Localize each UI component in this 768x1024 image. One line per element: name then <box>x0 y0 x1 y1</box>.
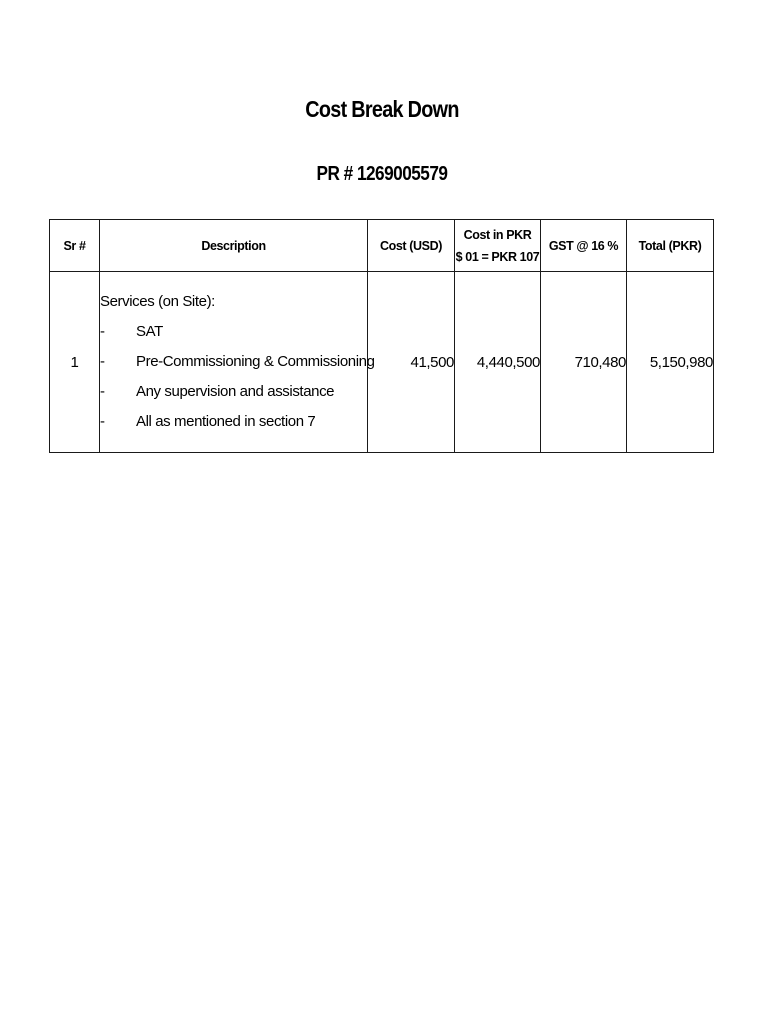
header-sr: Sr # <box>50 220 100 272</box>
header-cost-pkr-label: Cost in PKR <box>463 227 532 242</box>
cell-cost-pkr: 4,440,500 <box>455 272 541 453</box>
table-row <box>50 272 714 453</box>
description-heading: Services (on Site): <box>100 293 215 310</box>
list-item <box>100 377 367 407</box>
cell-description <box>100 272 375 453</box>
header-description: Description <box>100 220 368 272</box>
bullet-dash: - <box>100 323 105 340</box>
list-item <box>100 347 375 377</box>
cost-breakdown-table <box>49 219 714 453</box>
bullet-dash: - <box>100 353 105 370</box>
bullet-text: All as mentioned in section 7 <box>136 413 316 430</box>
document-title: Cost Break Down <box>305 96 459 122</box>
cell-gst: 710,480 <box>541 272 627 453</box>
header-cost-pkr <box>455 220 541 272</box>
cell-total: 5,150,980 <box>627 272 714 453</box>
header-gst: GST @ 16 % <box>541 220 627 272</box>
bullet-dash: - <box>100 413 105 430</box>
bullet-dash: - <box>100 383 105 400</box>
bullet-text: Any supervision and assistance <box>136 383 335 400</box>
table-header-row <box>50 220 714 272</box>
list-item <box>100 407 367 437</box>
bullet-text: Pre-Commissioning & Commissioning <box>136 353 375 370</box>
header-cost-usd: Cost (USD) <box>368 220 455 272</box>
cell-sr: 1 <box>50 272 100 453</box>
pr-number: PR # 1269005579 <box>316 163 448 185</box>
cell-cost-usd: 41,500 <box>368 272 455 453</box>
bullet-text: SAT <box>136 323 163 340</box>
header-exchange-rate: $ 01 = PKR 107 <box>455 249 540 264</box>
header-total: Total (PKR) <box>627 220 714 272</box>
list-item <box>100 317 367 347</box>
